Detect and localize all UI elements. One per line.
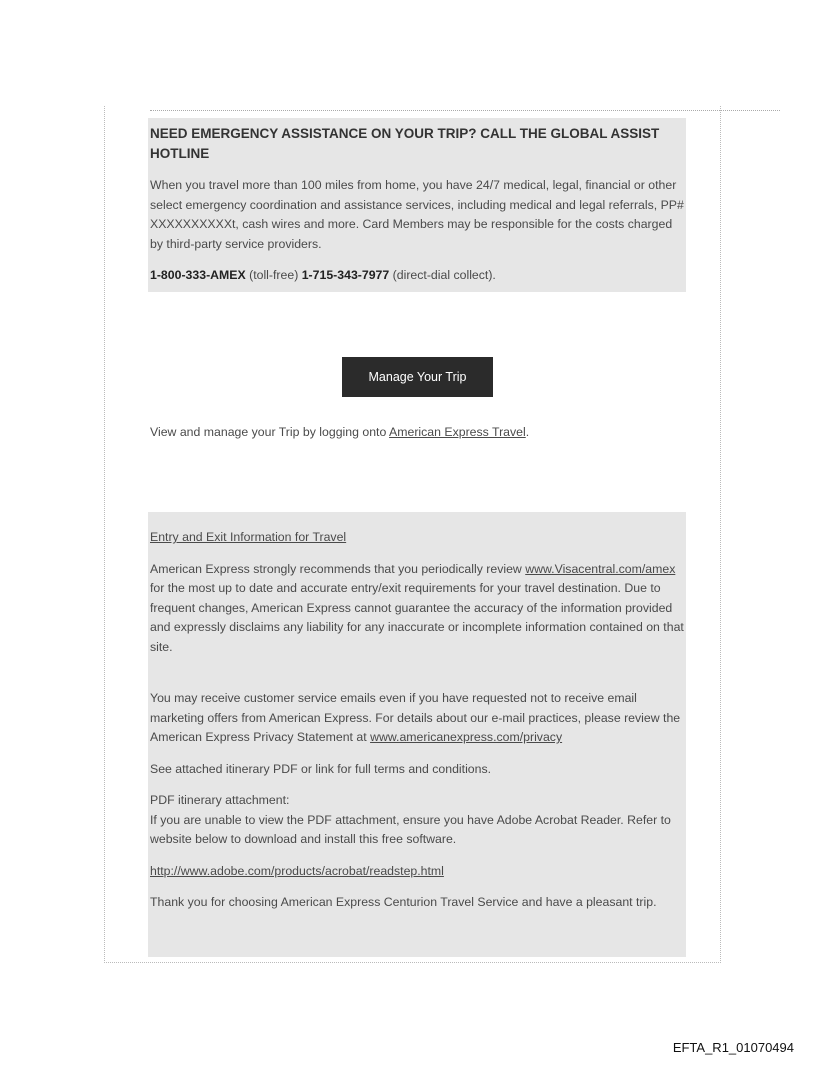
emergency-phones bbox=[150, 266, 686, 286]
emergency-title: NEED EMERGENCY ASSISTANCE ON YOUR TRIP? CALL THE GLOBAL ASSIST HOTLINE bbox=[150, 126, 660, 161]
manage-trip-button[interactable]: Manage Your Trip bbox=[342, 357, 493, 397]
period: . bbox=[525, 425, 530, 439]
document-id: EFTA_R1_01070494 bbox=[672, 1040, 794, 1055]
privacy-paragraph bbox=[150, 689, 686, 748]
amex-travel-link[interactable]: American Express Travel bbox=[389, 425, 526, 439]
entry-exit-link[interactable]: Entry and Exit Information for Travel bbox=[150, 530, 347, 544]
emergency-section bbox=[148, 118, 686, 292]
manage-text-label: View and manage your Trip by logging onto bbox=[150, 425, 390, 439]
pdf-title: PDF itinerary attachment: bbox=[150, 793, 290, 807]
entry-paragraph bbox=[150, 560, 686, 658]
attached-text: See attached itinerary PDF or link for full terms and conditions. bbox=[150, 761, 492, 776]
divider bbox=[150, 110, 780, 111]
privacy-pre: You may receive customer service emails even if you have requested not to receive email marketing offers from American Express. For details about our e-mail practices, please review the American Express Privacy Statement at bbox=[150, 691, 681, 744]
phone-tollfree: 1-800-333-AMEX bbox=[150, 268, 246, 282]
visacentral-link[interactable]: www.Visacentral.com/amex bbox=[525, 561, 676, 576]
emergency-body: When you travel more than 100 miles from home, you have 24/7 medical, legal, financial or other select emergency coordination and assistance services, including medical and legal referrals, PP# XXXXXXXXXXt, cash wires and more. Card Members may be responsible for the costs charged by third-party service providers. bbox=[150, 178, 684, 251]
phone-note: (direct-dial collect). bbox=[389, 268, 496, 282]
adobe-link[interactable]: http://www.adobe.com/products/acrobat/readstep.html bbox=[150, 863, 444, 878]
privacy-link[interactable]: www.americanexpress.com/privacy bbox=[370, 730, 563, 744]
thanks-text: Thank you for choosing American Express Centurion Travel Service and have a pleasant trip. bbox=[150, 895, 657, 909]
entry-pre: American Express strongly recommends that you periodically review bbox=[150, 561, 526, 576]
phone-note: (toll-free) bbox=[245, 268, 302, 282]
pdf-body: If you are unable to view the PDF attachment, ensure you have Adobe Acrobat Reader. Refer to website below to download and install this free software. bbox=[150, 812, 671, 846]
phone-collect: 1-715-343-7977 bbox=[301, 268, 390, 282]
info-section bbox=[148, 512, 686, 957]
entry-post: for the most up to date and accurate entry/exit requirements for your travel destination. Due to frequent changes, American Express cannot guarantee the accuracy of the information provided and expressly disclaims any liability for any inaccurate or incomplete information contained on that site. bbox=[150, 581, 684, 654]
manage-text bbox=[150, 425, 529, 439]
